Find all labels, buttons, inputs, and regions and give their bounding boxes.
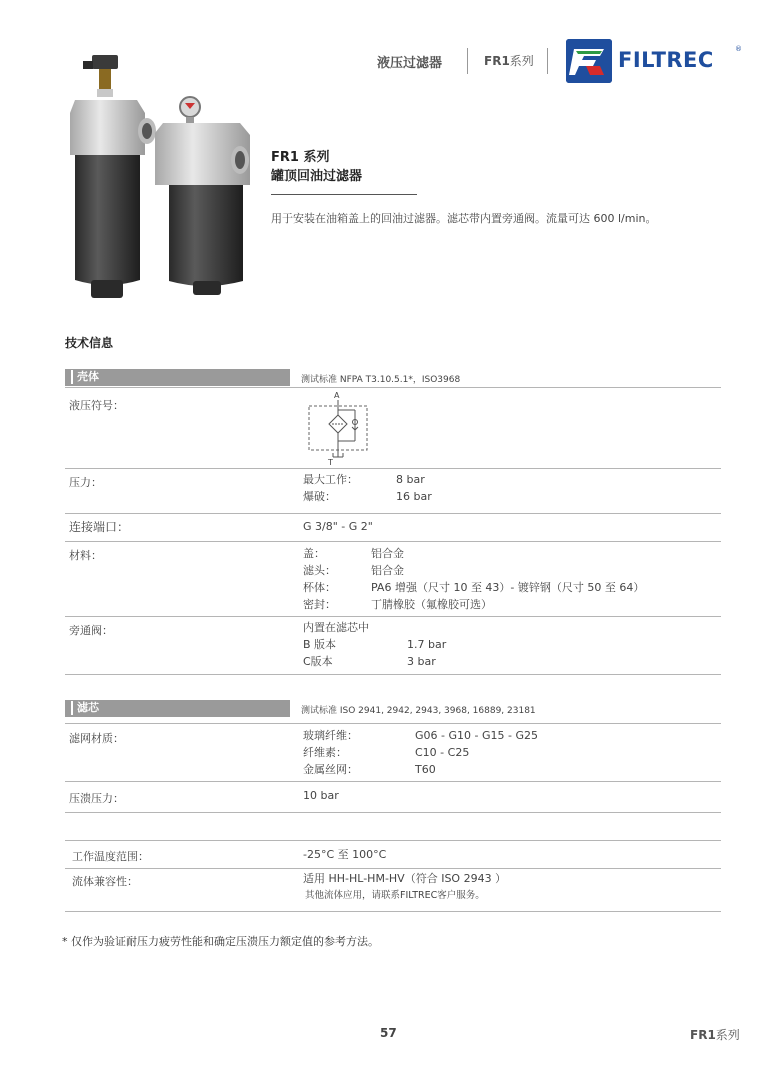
- header-category: 液压过滤器: [377, 56, 443, 71]
- bypass-keys: [303, 619, 369, 670]
- materials-label: 材料：: [69, 549, 102, 562]
- registered-mark: ®: [735, 45, 742, 53]
- hydraulic-symbol-label: 液压符号：: [69, 399, 124, 412]
- product-title-type: 罐顶回油过滤器: [271, 169, 363, 184]
- table-rule: [65, 911, 721, 912]
- header-series-suffix: 系列: [509, 54, 534, 68]
- header-series: [484, 52, 534, 69]
- table-rule: [65, 868, 721, 869]
- table-rule: [65, 387, 721, 388]
- bypass-b-value: 1.7 bar: [407, 638, 447, 651]
- media-values: [415, 727, 538, 778]
- housing-section-bar: [65, 369, 290, 386]
- pressure-label: 压力：: [69, 476, 102, 489]
- table-rule: [65, 812, 721, 813]
- footnote: * 仅作为验证耐压力疲劳性能和确定压溃压力额定值的参考方法。: [62, 935, 379, 948]
- bypass-label: 旁通阀：: [69, 624, 113, 637]
- material-seal-value: 丁腈橡胶（氟橡胶可选）: [371, 598, 492, 611]
- table-rule: [65, 781, 721, 782]
- symbol-port-t: T: [328, 458, 333, 467]
- material-head-key: 滤头：: [303, 564, 336, 577]
- material-cover-key: 盖：: [303, 547, 325, 560]
- collapse-pressure-label: 压溃压力：: [69, 792, 124, 805]
- header-divider: [547, 48, 548, 74]
- media-cellulose-value: C10 - C25: [415, 746, 470, 759]
- tech-info-heading: 技术信息: [65, 336, 114, 350]
- header-divider: [467, 48, 468, 74]
- material-bowl-value: PA6 增强（尺寸 10 至 43）- 镀锌钢（尺寸 50 至 64）: [371, 581, 645, 594]
- ports-value: G 3/8" - G 2": [303, 520, 373, 533]
- media-wire-value: T60: [415, 763, 436, 776]
- table-rule: [65, 513, 721, 514]
- element-section-bar: [65, 700, 290, 717]
- housing-section-label: 壳体: [71, 370, 99, 384]
- fluid-compat-label: 流体兼容性：: [72, 875, 138, 888]
- element-test-standard: 测试标准 ISO 2941, 2942, 2943, 3968, 16889, 23181: [301, 706, 536, 716]
- media-keys: [303, 727, 358, 778]
- fluid-compat-value: 适用 HH-HL-HM-HV（符合 ISO 2943 ）: [303, 872, 507, 885]
- brand-name: FILTREC: [618, 48, 714, 72]
- symbol-port-a: A: [334, 391, 340, 400]
- header-series-code: FR1: [484, 54, 510, 68]
- element-section-label: 滤芯: [71, 701, 99, 715]
- hydraulic-symbol-icon: [303, 389, 373, 467]
- product-title-series: FR1 系列: [271, 150, 330, 165]
- media-wire-key: 金属丝网：: [303, 763, 358, 776]
- fluid-compat-note: 其他流体应用，请联系FILTREC客户服务。: [305, 890, 485, 901]
- media-glass-key: 玻璃纤维：: [303, 729, 358, 742]
- materials-keys: [303, 545, 336, 613]
- pressure-keys: [303, 471, 358, 505]
- bypass-b-key: B 版本: [303, 638, 337, 651]
- collapse-pressure-value: 10 bar: [303, 789, 339, 802]
- material-cover-value: 铝合金: [371, 547, 404, 560]
- pressure-max-value: 8 bar: [396, 473, 425, 486]
- filtrec-logo-icon: [566, 39, 612, 83]
- table-rule: [65, 723, 721, 724]
- media-label: 滤网材质：: [69, 732, 124, 745]
- materials-values: [371, 545, 644, 613]
- table-rule: [65, 468, 721, 469]
- table-rule: [65, 840, 721, 841]
- title-divider: [271, 194, 417, 195]
- footer-series-code: FR1: [690, 1028, 716, 1042]
- pressure-values: [396, 471, 432, 505]
- product-title: [271, 148, 362, 186]
- product-description: 用于安装在油箱盖上的回油过滤器。滤芯带内置旁通阀。流量可达 600 l/min。: [271, 212, 657, 225]
- table-rule: [65, 616, 721, 617]
- bypass-intro: 内置在滤芯中: [303, 621, 369, 634]
- media-cellulose-key: 纤维素：: [303, 746, 347, 759]
- pressure-burst-value: 16 bar: [396, 490, 432, 503]
- material-seal-key: 密封：: [303, 598, 336, 611]
- pressure-max-key: 最大工作：: [303, 473, 358, 486]
- page-number: 57: [380, 1026, 397, 1040]
- media-glass-value: G06 - G10 - G15 - G25: [415, 729, 538, 742]
- ports-label: 连接端口：: [69, 520, 130, 534]
- product-photo: [55, 55, 260, 305]
- temperature-label: 工作温度范围：: [72, 850, 149, 863]
- footer-series-suffix: 系列: [715, 1028, 740, 1042]
- material-bowl-key: 杯体：: [303, 581, 336, 594]
- bypass-c-key: C版本: [303, 655, 333, 668]
- table-rule: [65, 541, 721, 542]
- footer-series: [690, 1026, 740, 1043]
- table-rule: [65, 674, 721, 675]
- bypass-c-value: 3 bar: [407, 655, 436, 668]
- pressure-burst-key: 爆破：: [303, 490, 336, 503]
- material-head-value: 铝合金: [371, 564, 404, 577]
- temperature-value: -25°C 至 100°C: [303, 848, 387, 861]
- housing-test-standard: 测试标准 NFPA T3.10.5.1*，ISO3968: [301, 375, 461, 385]
- bypass-values: [407, 636, 446, 670]
